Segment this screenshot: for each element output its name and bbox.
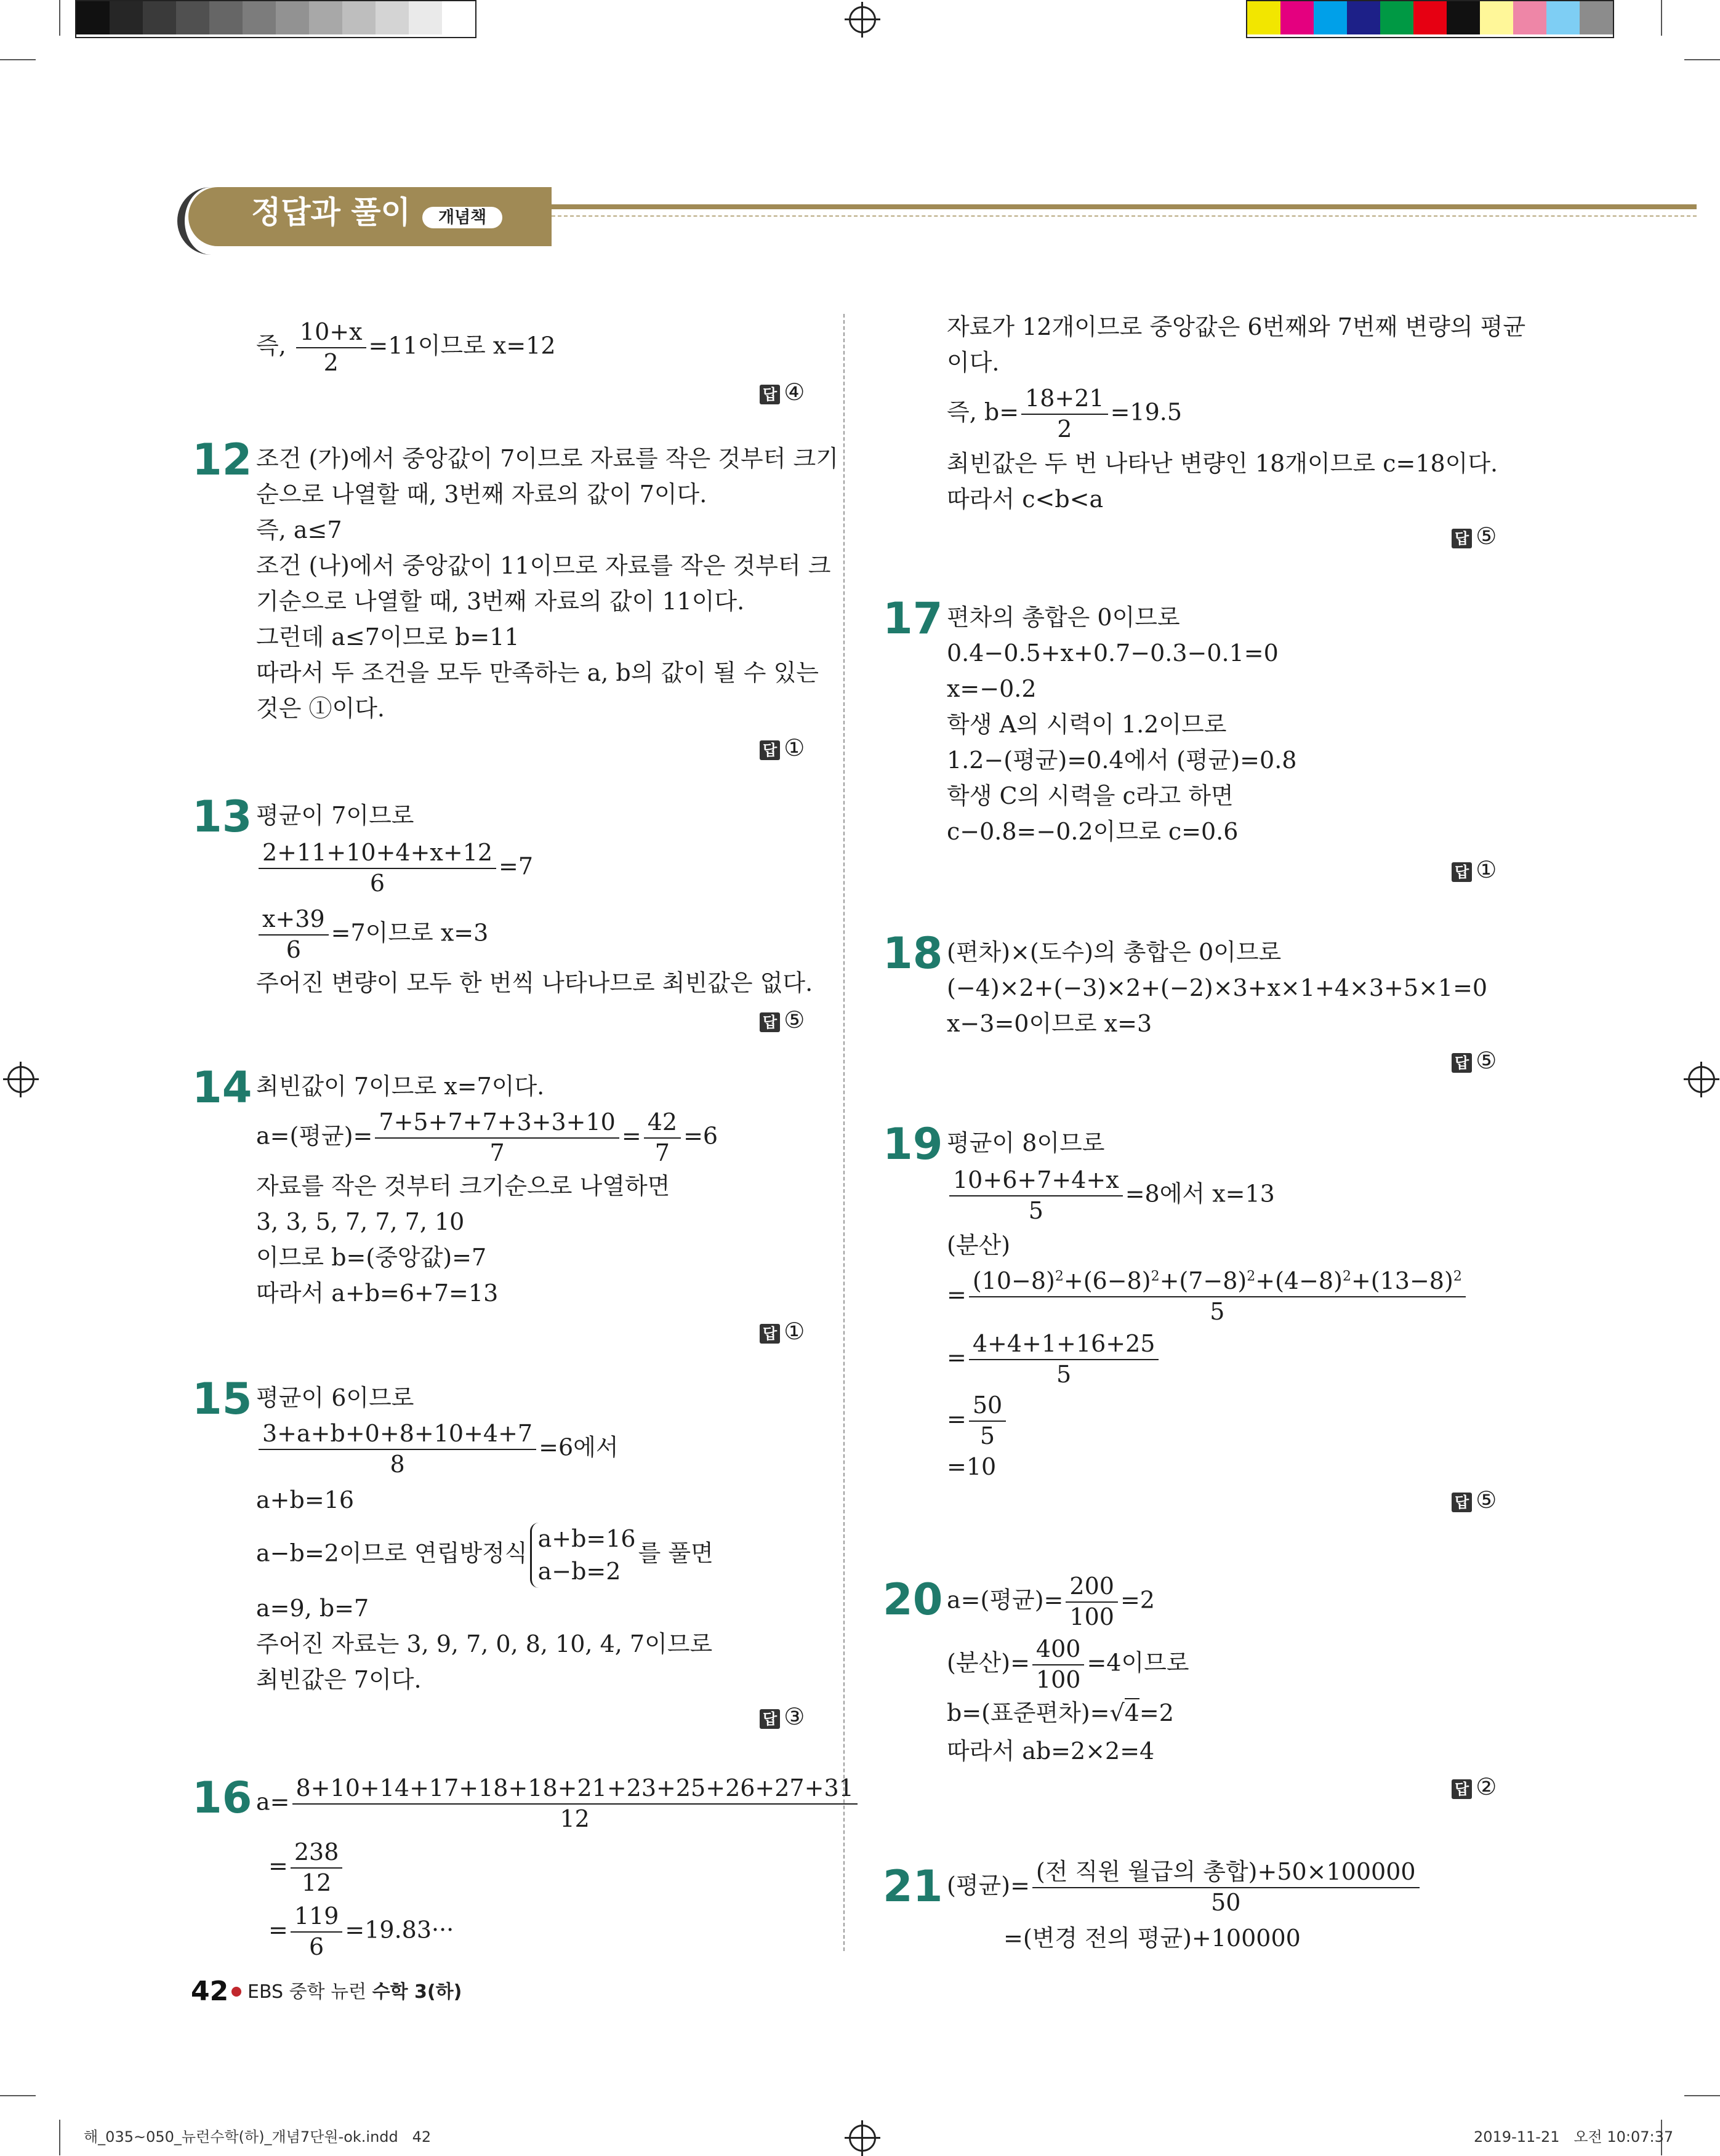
line: 조건 (가)에서 중앙값이 7이므로 자료를 작은 것부터 크기 — [256, 445, 838, 472]
line: 0.4−0.5+x+0.7−0.3−0.1=0 — [947, 639, 1279, 667]
color-swatch — [442, 1, 475, 34]
color-swatch — [110, 1, 143, 34]
grayscale-bar — [75, 0, 476, 38]
crop-mark — [59, 2120, 60, 2155]
header-title: 정답과 풀이 — [251, 194, 411, 230]
line: 즉, a≤7 — [256, 516, 342, 543]
color-swatch — [309, 1, 342, 34]
line: (분산) — [947, 1232, 1011, 1259]
line: a+b=16 — [256, 1486, 355, 1513]
line: 평균이 7이므로 — [256, 802, 414, 829]
problem-number: 17 — [883, 593, 943, 644]
line: 이다. — [947, 349, 1000, 376]
color-swatch — [342, 1, 376, 34]
line: 조건 (나)에서 중앙값이 11이므로 자료를 작은 것부터 크 — [256, 552, 831, 579]
line: 최빈값은 두 번 나타난 변량인 18개이므로 c=18이다. — [947, 450, 1498, 477]
crop-mark — [1661, 0, 1662, 36]
color-swatch — [1580, 1, 1613, 34]
problem-number: 12 — [192, 435, 252, 485]
line: a= $\frac{8+10+14+17+18+18+21+23+25+26+27+31}{12}$ — [256, 1776, 860, 1832]
problem-number: 20 — [883, 1574, 943, 1625]
line: 기순으로 나열할 때, 3번째 자료의 값이 11이다. — [256, 588, 745, 615]
line: c−0.8=−0.2이므로 c=0.6 — [947, 818, 1239, 845]
header-rule-dashed — [552, 215, 1697, 217]
color-swatch — [376, 1, 409, 34]
color-swatch — [1380, 1, 1413, 34]
registration-mark-bottom — [849, 2125, 876, 2152]
line: (평균)= $\frac{\text{(전 직원 월급의 총합)+50×100000}}{50}$ — [947, 1860, 1422, 1915]
line: = $\frac{(10-8)^2+(6-8)^2+(7-8)^2+(4-8)^2+(13-8)^2}{5}$ — [947, 1269, 1468, 1324]
page-number: 42 — [191, 1976, 229, 2007]
line: 주어진 자료는 3, 9, 7, 0, 8, 10, 4, 7이므로 — [256, 1630, 713, 1657]
line: =(변경 전의 평균)+100000 — [1003, 1925, 1301, 1952]
line: $\frac{2+11+10+4+x+12}{6}$ =7 — [256, 841, 533, 896]
line: 1.2−(평균)=0.4에서 (평균)=0.8 — [947, 747, 1297, 774]
line: $\frac{10+6+7+4+x}{5}$ =8에서 x=13 — [947, 1168, 1275, 1224]
print-date: 2019-11-21 오전 10:07:37 — [1474, 2128, 1674, 2146]
crop-mark — [0, 2095, 36, 2096]
answer-label: 답 ⑤ — [760, 1008, 805, 1032]
line: (−4)×2+(−3)×2+(−2)×3+x×1+4×3+5×1=0 — [947, 974, 1488, 1001]
answer-label: 답 ① — [760, 736, 805, 760]
answer-label: 답 ③ — [760, 1705, 805, 1729]
line: 학생 A의 시력이 1.2이므로 — [947, 711, 1227, 738]
problem-number: 16 — [192, 1773, 252, 1823]
color-swatch — [1314, 1, 1347, 34]
color-swatch — [1546, 1, 1580, 34]
line: =10 — [947, 1453, 997, 1480]
color-swatch — [1280, 1, 1314, 34]
line: 최빈값이 7이므로 x=7이다. — [256, 1073, 545, 1100]
line: (분산)= $\frac{400}{100}$ =4이므로 — [947, 1635, 1189, 1693]
line: 편차의 총합은 0이므로 — [947, 604, 1180, 631]
line: 자료가 12개이므로 중앙값은 6번째와 7번째 변량의 평균 — [947, 313, 1526, 340]
line: a−b=2이므로 연립방정식 a+b=16 a−b=2 를 풀면 — [256, 1523, 713, 1588]
problem-number: 15 — [192, 1374, 252, 1424]
color-swatch — [1247, 1, 1280, 34]
line: 주어진 변량이 모두 한 번씩 나타나므로 최빈값은 없다. — [256, 969, 813, 996]
problem-number: 14 — [192, 1062, 252, 1113]
footer-dot — [231, 1987, 241, 1997]
color-swatch — [76, 1, 110, 34]
color-swatch — [1513, 1, 1546, 34]
crop-mark — [0, 59, 36, 60]
book-title: EBS 중학 뉴런 수학 3(하) — [247, 1981, 462, 2003]
line: 이므로 b=(중앙값)=7 — [256, 1244, 487, 1271]
color-swatch — [209, 1, 243, 34]
color-bar — [1246, 0, 1614, 38]
crop-mark — [1684, 59, 1720, 60]
line: 순으로 나열할 때, 3번째 자료의 값이 7이다. — [256, 481, 707, 508]
file-info: 해_035~050_뉴런수학(하)_개념7단원-ok.indd 42 — [84, 2128, 432, 2146]
column-divider — [843, 314, 845, 1951]
answer-label: 답 ⑤ — [1452, 1049, 1497, 1073]
line: 평균이 6이므로 — [256, 1384, 414, 1411]
answer-label: 답 ① — [760, 1320, 805, 1344]
problem-number: 21 — [883, 1861, 943, 1912]
line: a=(평균)= $\frac{200}{100}$ =2 — [947, 1573, 1155, 1630]
problem-number: 13 — [192, 791, 252, 842]
color-swatch — [243, 1, 276, 34]
color-swatch — [1413, 1, 1447, 34]
problem-number: 18 — [883, 928, 943, 979]
answer-label: 답 ⑤ — [1452, 524, 1497, 548]
header-rule — [552, 204, 1697, 209]
answer-label: 답 ⑤ — [1452, 1488, 1497, 1512]
color-swatch — [176, 1, 209, 34]
answer-label: 답 ② — [1452, 1775, 1497, 1799]
answer-label: 답 ① — [1452, 858, 1497, 882]
line: x−3=0이므로 x=3 — [947, 1010, 1152, 1037]
problem-number: 19 — [883, 1119, 943, 1169]
color-swatch — [1480, 1, 1513, 34]
color-swatch — [1347, 1, 1380, 34]
registration-mark-right — [1688, 1066, 1715, 1093]
line: 그런데 a≤7이므로 b=11 — [256, 623, 520, 651]
line: 즉, $\frac{10+x}{2}$ =11이므로 x=12 — [256, 318, 556, 376]
line: 즉, b= $\frac{18+21}{2}$ =19.5 — [947, 385, 1183, 443]
registration-mark-left — [7, 1066, 34, 1093]
line: 최빈값은 7이다. — [256, 1666, 422, 1693]
line: x=−0.2 — [947, 675, 1037, 702]
color-swatch — [1447, 1, 1480, 34]
line: 자료를 작은 것부터 크기순으로 나열하면 — [256, 1172, 670, 1200]
line: b=(표준편차)=√4=2 — [947, 1699, 1174, 1726]
line: a=9, b=7 — [256, 1595, 369, 1622]
line: = $\frac{4+4+1+16+25}{5}$ — [947, 1332, 1161, 1387]
line: = $\frac{50}{5}$ — [947, 1393, 1008, 1449]
line: 따라서 a+b=6+7=13 — [256, 1280, 499, 1307]
registration-mark-top — [849, 6, 876, 33]
line: 평균이 8이므로 — [947, 1129, 1105, 1156]
line: 학생 C의 시력을 c라고 하면 — [947, 782, 1234, 809]
line: 따라서 ab=2×2=4 — [947, 1737, 1155, 1765]
line: $\frac{x+39}{6}$ =7이므로 x=3 — [256, 907, 488, 963]
line: $\frac{3+a+b+0+8+10+4+7}{8}$ =6에서 — [256, 1422, 619, 1477]
line: 것은 ①이다. — [256, 695, 385, 722]
color-swatch — [276, 1, 309, 34]
line: a=(평균)= $\frac{7+5+7+7+3+3+10}{7}$ = $\frac{42}{7}$ =6 — [256, 1108, 718, 1166]
answer-label: 답 ④ — [760, 380, 805, 404]
color-swatch — [143, 1, 176, 34]
line: = $\frac{238}{12}$ — [268, 1840, 345, 1896]
header-badge: 개념책 — [422, 207, 502, 228]
line: 따라서 두 조건을 모두 만족하는 a, b의 값이 될 수 있는 — [256, 659, 819, 686]
crop-mark — [1684, 2095, 1720, 2096]
color-swatch — [409, 1, 442, 34]
crop-mark — [59, 0, 60, 36]
line: = $\frac{119}{6}$ =19.83··· — [268, 1902, 454, 1960]
line: 3, 3, 5, 7, 7, 7, 10 — [256, 1208, 465, 1235]
line: (편차)×(도수)의 총합은 0이므로 — [947, 939, 1282, 966]
line: 따라서 c<b<a — [947, 486, 1104, 513]
